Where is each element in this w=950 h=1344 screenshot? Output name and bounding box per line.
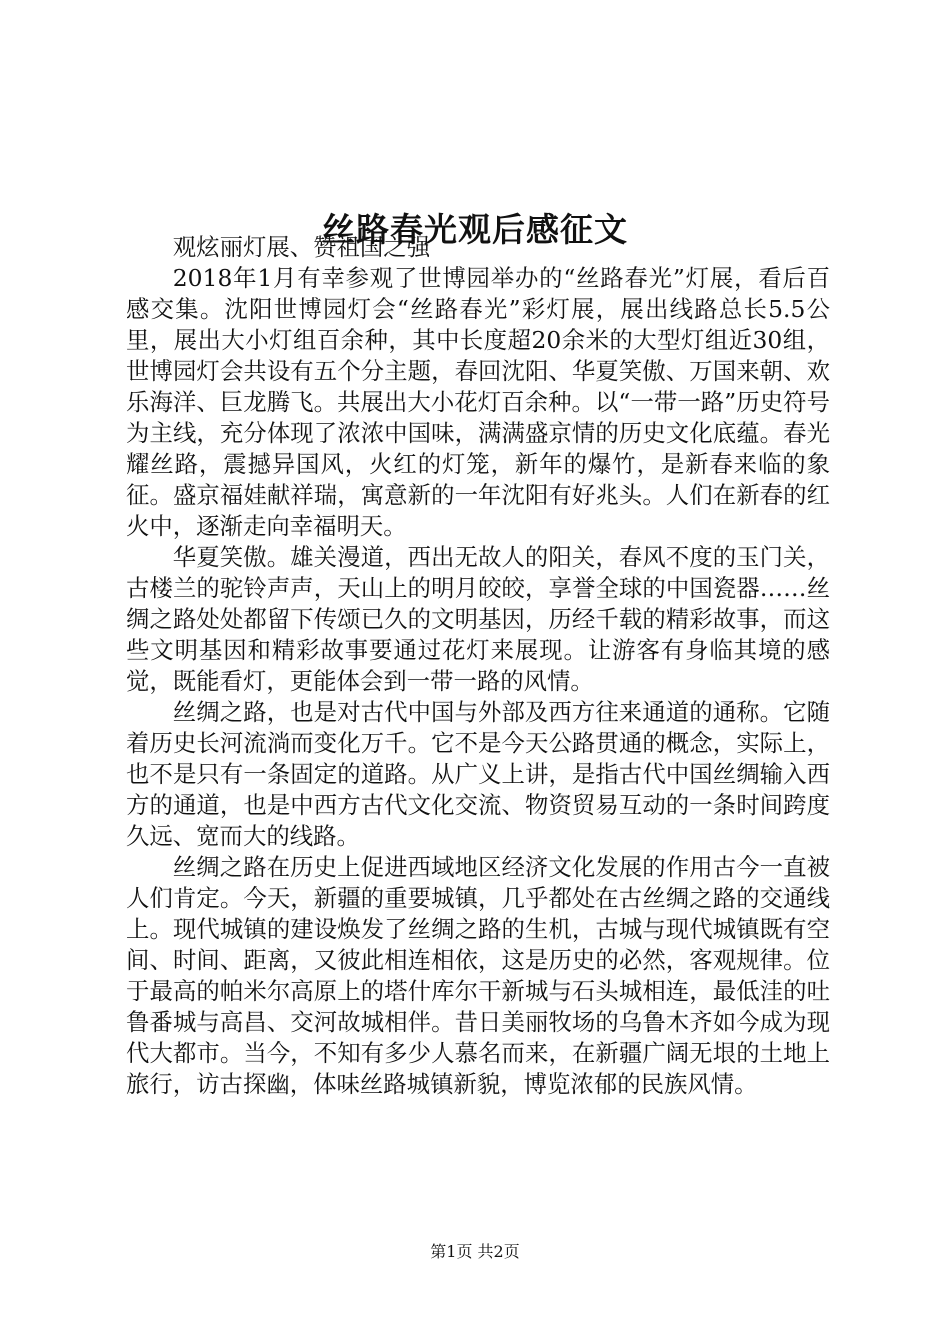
paragraph-3: 丝绸之路，也是对古代中国与外部及西方往来通道的通称。它随着历史长河流淌而变化万千。它不是今天公路贯通的概念，实际上，也不是只有一条固定的道路。从广义上讲，是指古代中国丝绸输入西方的通道，也是中西方古代文化交流、物资贸易互动的一条时间跨度久远、宽而大的线路。 [126, 698, 830, 850]
page-footer: 第1页 共2页 [430, 1242, 520, 1261]
document-title: 丝路春光观后感征文 [322, 210, 628, 250]
paragraph-1: 2018年1月有幸参观了世博园举办的“丝路春光”灯展，看后百感交集。沈阳世博园灯会“丝路春光”彩灯展，展出线路总长5.5公里，展出大小灯组百余种，其中长度超20余米的大型灯组近30组，世博园灯会共设有五个分主题，春回沈阳、华夏笑傲、万国来朝、欢乐海洋、巨龙腾飞。共展出大小花灯百余种。以“一带一路”历史符号为主线，充分体现了浓浓中国味，满满盛京情的历史文化底蕴。春光耀丝路，震撼异国风，火红的灯笼，新年的爆竹，是新春来临的象征。盛京福娃献祥瑞，寓意新的一年沈阳有好兆头。人们在新春的红火中，逐渐走向幸福明天。 [126, 264, 830, 540]
document-body [126, 232, 830, 1100]
paragraph-2: 华夏笑傲。雄关漫道，西出无故人的阳关，春风不度的玉门关，古楼兰的驼铃声声，天山上的明月皎皎，享誉全球的中国瓷器……丝绸之路处处都留下传颂已久的文明基因，历经千载的精彩故事，而这些文明基因和精彩故事要通过花灯来展现。让游客有身临其境的感觉，既能看灯，更能体会到一带一路的风情。 [126, 543, 830, 695]
document-subtitle: 观炫丽灯展、赞祖国之强 [172, 233, 431, 261]
paragraph-4: 丝绸之路在历史上促进西域地区经济文化发展的作用古今一直被人们肯定。今天，新疆的重要城镇，几乎都处在古丝绸之路的交通线上。现代城镇的建设焕发了丝绸之路的生机，古城与现代城镇既有空间、时间、距离，又彼此相连相依，这是历史的必然，客观规律。位于最高的帕米尔高原上的塔什库尔干新城与石头城相连，最低洼的吐鲁番城与高昌、交河故城相伴。昔日美丽牧场的乌鲁木齐如今成为现代大都市。当今，不知有多少人慕名而来，在新疆广阔无垠的土地上旅行，访古探幽，体味丝路城镇新貌，博览浓郁的民族风情。 [126, 853, 830, 1098]
